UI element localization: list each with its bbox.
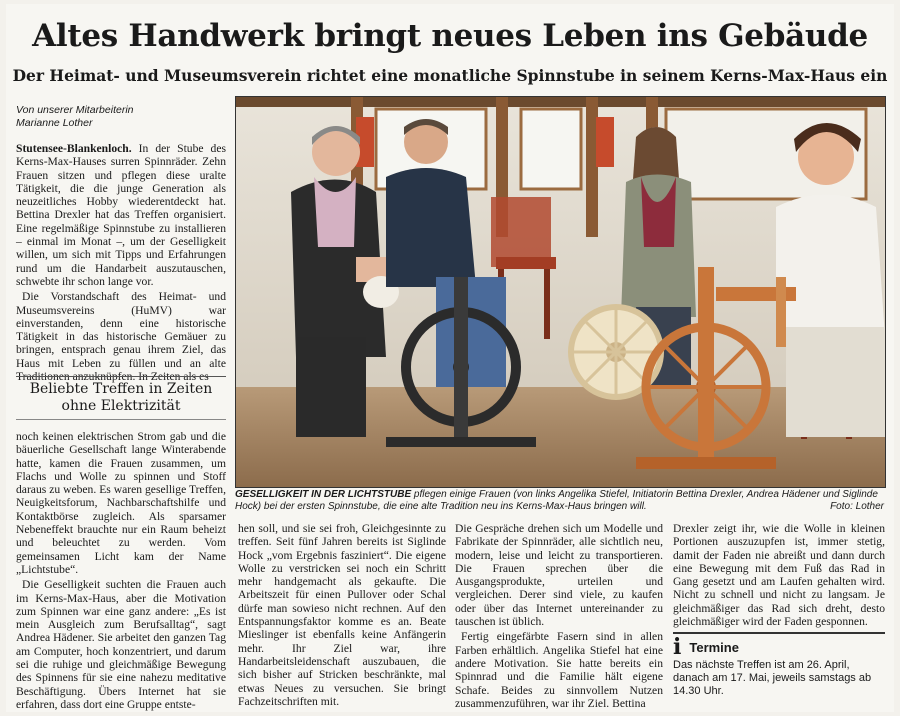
info-icon: i — [673, 634, 682, 660]
paragraph — [16, 142, 226, 288]
photo-caption — [235, 489, 884, 513]
paragraph: Fertig eingefärbte Fasern sind in allen Farben erhältlich. Angelika Stiefel hat eine andere Motivation. Sie hatte bereits ein Spinnrad und die Familie hält eigene Schafe. Beides zu sinnvollem Nutzen zusammenzuführen, war ihr Ziel. Bettina — [455, 630, 663, 710]
termine-box — [673, 632, 885, 698]
headline: Altes Handwerk bringt neues Leben ins Gebäude — [32, 18, 868, 54]
paragraph: Die Geselligkeit suchten die Frauen auch im Kerns-Max-Haus, aber die Motivation zum Spinnen war eine ganz andere: „Es ist mein Ausgleich zum Berufsalltag“, sagt Andrea Hädener. Sie arbeitet den ganzen Tag am Computer, hoch konzentriert, und darum sei die ruhige und gleichmäßige Bewegung des Spinnens für sie eine nahezu meditative Beschäftigung. Übers Internet hat sie erfahren, dass dort eine Gruppe entste- — [16, 578, 226, 711]
column-1-top — [16, 142, 226, 384]
termine-header — [673, 634, 885, 660]
column-3 — [455, 522, 663, 712]
byline-author: Marianne Lother — [16, 117, 93, 129]
termine-title: Termine — [689, 639, 739, 655]
termine-text: Das nächste Treffen ist am 26. April, danach am 17. Mai, jeweils samstags ab 14.30 Uhr. — [673, 659, 872, 697]
paragraph: Die Vorstandschaft des Heimat- und Museumsvereins (HuMV) war einverstanden, denn eine historische Tätigkeit in das historische Gemäuer zu bringen, entsprach genau ihrem Ziel, das Haus mit Leben zu füllen und an alte Traditionen anzuknüpfen. In Zeiten als es — [16, 290, 226, 384]
paragraph-text: In der Stube des Kerns-Max-Hauses surren Spinnräder. Zehn Frauen sitzen und pflegen diese uralte Tätigkeit, die die junge Generation als neuzeitliches Hobby wiederentdeckt hat. Bettina Drexler hat das Treffen organisiert. Eine regelmäßige Spinnstube zu installieren – einmal im Monat –, um der Geselligkeit willen, um sich mit Tipps und Erfahrungen rund um die Handarbeit auszutauschen, schwebte ihr schon lange vor. — [16, 142, 226, 288]
paragraph: noch keinen elektrischen Strom gab und die bäuerliche Gesellschaft lange Winterabende hatte, kamen die Frauen zusammen, um Flachs und Wolle zu spinnen und Stoff daraus zu weben. Es waren gesellige Treffen, Neuigkeitsforum, Nachbarschaftshilfe und Kontaktbörse zugleich. Als sparsamer Nebeneffekt brauchte nur ein Raum beheizt und beleuchtet zu werden. Vom gemeinsamen Licht kam der Name „Lichtstube“. — [16, 430, 226, 576]
subheadline: Der Heimat- und Museumsverein richtet eine monatliche Spinnstube in seinem Kerns-Max-Haus ein — [12, 66, 888, 85]
byline-line-1: Von unserer Mitarbeiterin — [16, 104, 134, 116]
caption-text: pflegen einige Frauen (von links Angelika Stiefel, Initiatorin Bettina Drexler, Andrea Hädener und Siglinde Hock) bei der ersten Spinnstube, die eine alte Tradition neu ins Kerns-Max-Haus bringen will. — [235, 489, 878, 512]
caption-lead: GESELLIGKEIT IN DER LICHTSTUBE — [235, 489, 412, 500]
column-1-bottom — [16, 430, 226, 711]
paragraph: Die Gespräche drehen sich um Modelle und Fabrikate der Spinnräder, alle sichtlich neu, modern, leise und leicht zu transportieren. Die Frauen sprechen über die Ausgangsprodukte, urteilen und vergleichen. Derer sind viele, zu kaufen oder über das Internet untereinander zu tauschen ist üblich. — [455, 522, 663, 629]
dateline: Stutensee-Blankenloch. — [16, 142, 132, 155]
column-4 — [673, 522, 885, 632]
photo-credit: Foto: Lother — [830, 501, 884, 512]
article-photo — [235, 96, 886, 488]
newspaper-page — [6, 4, 894, 712]
paragraph: Drexler zeigt ihr, wie die Wolle in kleinen Portionen auszuzupfen ist, immer stetig, damit der Faden nie abreißt und dann durch eine Bewegung mit dem Fuß das Rad in Gang gesetzt und am Laufen gehalten wird. Nicht zu schnell und nicht zu langsam. Je gleichmäßiger das Rad sich dreht, desto gleichmäßiger wird der Faden gesponnen. — [673, 522, 885, 629]
section-subheading: Beliebte Treffen in Zeiten ohne Elektrizität — [16, 376, 226, 420]
column-2 — [238, 522, 446, 712]
photo-spinning-women — [236, 97, 885, 487]
paragraph: hen soll, und sie sei froh, Gleichgesinnte zu treffen. Seit fünf Jahren bereits ist Siglinde Hock „vom Ergebnis fasziniert“. Die eigene Wolle zu verstricken sei noch ein Schritt mehr handgemacht als gekaufte. Die Arbeitszeit für einen Pullover oder Schal dürfe man sowieso nicht rechnen. Auf den Entspannungsfaktor komme es an. Beate Mieslinger ist ebenfalls keine Anfängerin mehr. Ihr Ziel war, ihre Handarbeitsleidenschaft auszubauen, die sich bisher auf Stricken beschränkte, mal etwas Neues zu versuchen. Sie bringt Fachzeitschriften mit. — [238, 522, 446, 708]
byline — [16, 104, 134, 130]
